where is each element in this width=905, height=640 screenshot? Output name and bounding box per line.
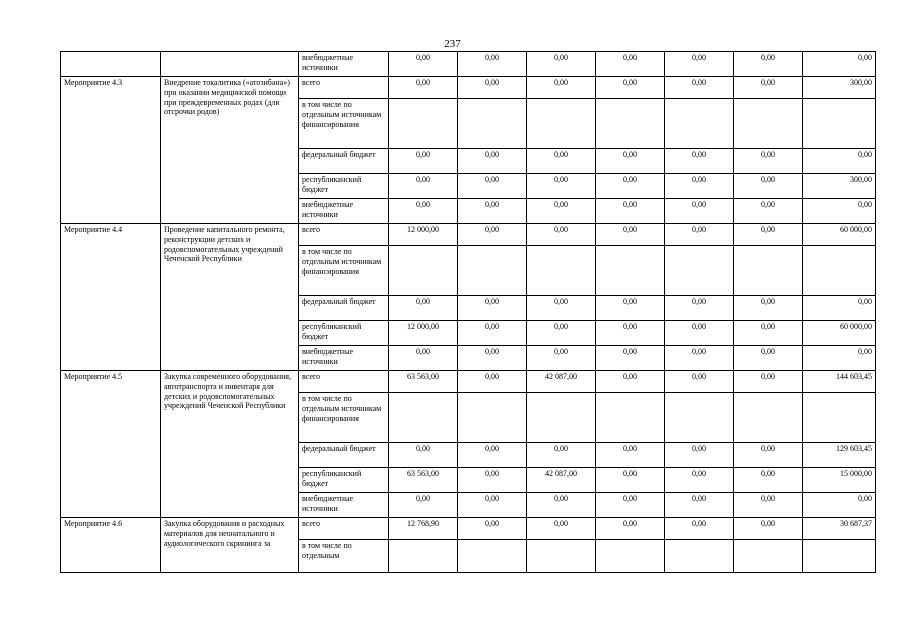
amount-cell [527, 540, 596, 573]
amount-cell: 0,00 [734, 346, 803, 371]
amount-cell: 0,00 [665, 518, 734, 540]
amount-cell: 12 000,00 [389, 321, 458, 346]
amount-cell: 0,00 [458, 77, 527, 99]
amount-cell: 129 603,45 [803, 443, 876, 468]
amount-cell: 12 768,90 [389, 518, 458, 540]
amount-cell: 0,00 [734, 77, 803, 99]
event-description-cell: Закупка современного оборудования, автотранспорта и инвентаря для детских и родовспомогательных учреждений Чеченской Республики [161, 371, 299, 518]
amount-cell: 0,00 [734, 518, 803, 540]
amount-cell: 0,00 [389, 149, 458, 174]
amount-cell [389, 540, 458, 573]
amount-cell: 0,00 [458, 321, 527, 346]
event-description-cell: Проведение капитального ремонта, реконструкции детских и родовспомогательных учреждений Чеченской Республики [161, 224, 299, 371]
table-row [61, 518, 876, 540]
amount-cell: 0,00 [596, 199, 665, 224]
amount-cell: 144 603,45 [803, 371, 876, 393]
amount-cell: 0,00 [458, 149, 527, 174]
amount-cell: 15 000,00 [803, 468, 876, 493]
amount-cell [803, 540, 876, 573]
funding-source-cell: республиканский бюджет [299, 321, 389, 346]
amount-cell: 0,00 [458, 493, 527, 518]
amount-cell: 42 087,00 [527, 371, 596, 393]
amount-cell [665, 99, 734, 149]
funding-source-cell: федеральный бюджет [299, 443, 389, 468]
amount-cell [596, 540, 665, 573]
amount-cell: 0,00 [665, 224, 734, 246]
amount-cell: 0,00 [458, 346, 527, 371]
amount-cell: 0,00 [734, 224, 803, 246]
amount-cell [458, 540, 527, 573]
amount-cell: 0,00 [665, 443, 734, 468]
amount-cell: 0,00 [458, 296, 527, 321]
amount-cell: 0,00 [734, 199, 803, 224]
amount-cell: 0,00 [665, 77, 734, 99]
amount-cell: 0,00 [596, 52, 665, 77]
funding-source-cell: в том числе по отдельным источникам финансирования [299, 246, 389, 296]
funding-source-cell: внебюджетные источники [299, 199, 389, 224]
amount-cell [458, 99, 527, 149]
amount-cell: 0,00 [389, 199, 458, 224]
amount-cell: 0,00 [665, 149, 734, 174]
amount-cell: 0,00 [596, 443, 665, 468]
amount-cell [734, 393, 803, 443]
amount-cell [803, 393, 876, 443]
amount-cell: 0,00 [527, 149, 596, 174]
amount-cell: 0,00 [389, 493, 458, 518]
table-row [61, 77, 876, 99]
funding-source-cell: всего [299, 224, 389, 246]
amount-cell: 0,00 [665, 468, 734, 493]
amount-cell: 42 087,00 [527, 468, 596, 493]
event-name-cell [61, 52, 161, 77]
amount-cell: 0,00 [458, 371, 527, 393]
amount-cell [803, 246, 876, 296]
amount-cell: 0,00 [527, 174, 596, 199]
amount-cell [389, 246, 458, 296]
amount-cell: 0,00 [458, 199, 527, 224]
amount-cell: 0,00 [596, 518, 665, 540]
amount-cell [803, 99, 876, 149]
event-description-cell: Внедрение токалитика («атозибана») при оказании медицинской помощи при преждевременных родах (для отсрочки родов) [161, 77, 299, 224]
amount-cell: 0,00 [596, 321, 665, 346]
funding-source-cell: федеральный бюджет [299, 296, 389, 321]
page-number: 237 [444, 38, 461, 50]
amount-cell: 0,00 [527, 296, 596, 321]
amount-cell: 0,00 [389, 52, 458, 77]
amount-cell: 0,00 [734, 371, 803, 393]
funding-source-cell: всего [299, 518, 389, 540]
funding-source-cell: внебюджетные источники [299, 493, 389, 518]
amount-cell: 0,00 [734, 174, 803, 199]
amount-cell: 0,00 [527, 443, 596, 468]
amount-cell: 0,00 [803, 346, 876, 371]
amount-cell: 0,00 [458, 443, 527, 468]
amount-cell: 0,00 [734, 149, 803, 174]
amount-cell: 0,00 [803, 296, 876, 321]
funding-source-cell: внебюджетные источники [299, 346, 389, 371]
amount-cell [734, 246, 803, 296]
amount-cell: 0,00 [458, 468, 527, 493]
event-description-cell [161, 52, 299, 77]
amount-cell: 0,00 [527, 199, 596, 224]
amount-cell [596, 393, 665, 443]
table-row [61, 52, 876, 77]
amount-cell: 0,00 [665, 371, 734, 393]
amount-cell: 0,00 [734, 52, 803, 77]
amount-cell [596, 246, 665, 296]
event-name-cell: Мероприятие 4.4 [61, 224, 161, 371]
amount-cell: 0,00 [734, 493, 803, 518]
amount-cell: 300,00 [803, 174, 876, 199]
amount-cell: 0,00 [389, 443, 458, 468]
funding-source-cell: республиканский бюджет [299, 468, 389, 493]
amount-cell: 0,00 [734, 443, 803, 468]
amount-cell: 0,00 [596, 371, 665, 393]
amount-cell [734, 99, 803, 149]
amount-cell: 0,00 [665, 174, 734, 199]
amount-cell: 0,00 [527, 77, 596, 99]
amount-cell: 0,00 [389, 296, 458, 321]
funding-source-cell: республиканский бюджет [299, 174, 389, 199]
amount-cell [389, 99, 458, 149]
amount-cell: 0,00 [596, 174, 665, 199]
amount-cell: 0,00 [527, 493, 596, 518]
amount-cell: 0,00 [527, 518, 596, 540]
event-name-cell: Мероприятие 4.3 [61, 77, 161, 224]
amount-cell: 0,00 [665, 199, 734, 224]
amount-cell: 60 000,00 [803, 224, 876, 246]
amount-cell: 0,00 [665, 493, 734, 518]
amount-cell: 0,00 [458, 52, 527, 77]
amount-cell: 0,00 [596, 346, 665, 371]
funding-source-cell: в том числе по отдельным источникам финансирования [299, 393, 389, 443]
amount-cell: 0,00 [596, 468, 665, 493]
amount-cell [527, 99, 596, 149]
amount-cell: 63 563,00 [389, 468, 458, 493]
amount-cell: 0,00 [527, 224, 596, 246]
amount-cell: 300,00 [803, 77, 876, 99]
amount-cell: 0,00 [458, 224, 527, 246]
amount-cell: 0,00 [596, 296, 665, 321]
amount-cell: 0,00 [527, 321, 596, 346]
amount-cell: 0,00 [665, 52, 734, 77]
amount-cell [665, 246, 734, 296]
amount-cell: 30 687,37 [803, 518, 876, 540]
amount-cell: 60 000,00 [803, 321, 876, 346]
funding-source-cell: внебюджетные источники [299, 52, 389, 77]
funding-source-cell: всего [299, 77, 389, 99]
funding-source-cell: федеральный бюджет [299, 149, 389, 174]
amount-cell [596, 99, 665, 149]
event-description-cell: Закупка оборудования и расходных материалов для неонатального и аудиологического скрининга за [161, 518, 299, 573]
amount-cell: 0,00 [458, 518, 527, 540]
amount-cell [665, 540, 734, 573]
amount-cell [665, 393, 734, 443]
amount-cell: 0,00 [803, 493, 876, 518]
amount-cell [458, 393, 527, 443]
amount-cell: 0,00 [596, 77, 665, 99]
amount-cell: 0,00 [389, 174, 458, 199]
funding-source-cell: в том числе по отдельным источникам финансирования [299, 99, 389, 149]
amount-cell: 0,00 [803, 149, 876, 174]
amount-cell: 0,00 [596, 149, 665, 174]
amount-cell: 0,00 [734, 321, 803, 346]
amount-cell: 0,00 [734, 468, 803, 493]
amount-cell: 0,00 [596, 224, 665, 246]
amount-cell: 0,00 [596, 493, 665, 518]
table-row [61, 371, 876, 393]
amount-cell: 0,00 [665, 346, 734, 371]
amount-cell [527, 246, 596, 296]
funding-source-cell: всего [299, 371, 389, 393]
funding-source-cell: в том числе по отдельным [299, 540, 389, 573]
amount-cell [527, 393, 596, 443]
financing-table [60, 51, 876, 573]
table-row [61, 224, 876, 246]
amount-cell: 0,00 [458, 174, 527, 199]
amount-cell: 12 000,00 [389, 224, 458, 246]
amount-cell: 0,00 [803, 52, 876, 77]
amount-cell: 63 563,00 [389, 371, 458, 393]
amount-cell [734, 540, 803, 573]
amount-cell: 0,00 [803, 199, 876, 224]
event-name-cell: Мероприятие 4.6 [61, 518, 161, 573]
amount-cell [458, 246, 527, 296]
event-name-cell: Мероприятие 4.5 [61, 371, 161, 518]
amount-cell: 0,00 [527, 346, 596, 371]
amount-cell: 0,00 [389, 346, 458, 371]
amount-cell: 0,00 [389, 77, 458, 99]
amount-cell: 0,00 [665, 321, 734, 346]
amount-cell: 0,00 [665, 296, 734, 321]
amount-cell [389, 393, 458, 443]
amount-cell: 0,00 [527, 52, 596, 77]
amount-cell: 0,00 [734, 296, 803, 321]
